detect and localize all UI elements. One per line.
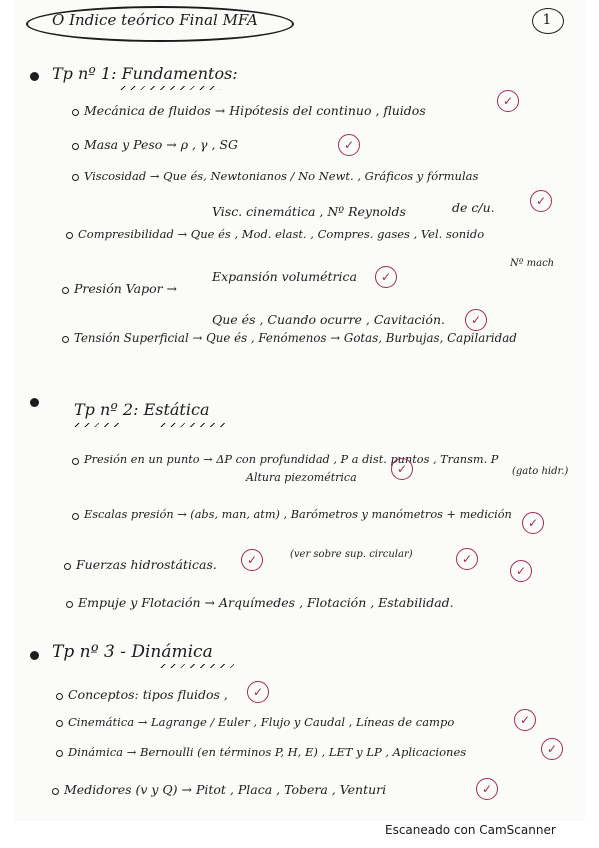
section-1-underline (120, 86, 220, 90)
check-mark-icon: ✓ (338, 134, 360, 156)
check-mark-icon: ✓ (247, 681, 269, 703)
item-viscosidad-line3: de c/u. (452, 200, 495, 215)
page-number: 1 (542, 12, 552, 28)
check-mark-icon: ✓ (522, 512, 544, 534)
item-bullet (56, 720, 63, 727)
item-fuerzas-note: (ver sobre sup. circular) (290, 549, 413, 560)
check-mark-icon: ✓ (530, 190, 552, 212)
item-mecanica: Mecánica de fluidos → Hipótesis del continuo , fluidos (84, 103, 426, 118)
section-3-header: Tp nº 3 - Dinámica (52, 642, 213, 662)
item-bullet (72, 143, 79, 150)
item-bullet (52, 788, 59, 795)
item-compresibilidad-line2: Expansión volumétrica (212, 269, 357, 284)
section-2-underline (74, 423, 124, 427)
item-compresibilidad: Compresibilidad → Que és , Mod. elast. , Compres. gases , Vel. sonido (78, 227, 485, 241)
item-bullet (62, 336, 69, 343)
check-mark-icon: ✓ (375, 266, 397, 288)
item-bullet (62, 287, 69, 294)
section-2-header: Tp nº 2: Estática (74, 400, 210, 419)
section-bullet (30, 398, 39, 407)
item-compresibilidad-line3: Nº mach (510, 258, 555, 269)
check-mark-icon: ✓ (465, 309, 487, 331)
item-viscosidad-line2: Visc. cinemática , Nº Reynolds (212, 204, 406, 219)
check-mark-icon: ✓ (510, 560, 532, 582)
section-1-header: Tp nº 1: Fundamentos: (52, 64, 238, 83)
check-mark-icon: ✓ (514, 709, 536, 731)
section-3-underline (160, 664, 234, 668)
item-bullet (72, 109, 79, 116)
page-title: O Indice teórico Final MFA (52, 11, 258, 29)
item-presion-punto: Presión en un punto → ΔP con profundidad , P a dist. puntos , Transm. P (84, 453, 499, 466)
check-mark-icon: ✓ (497, 90, 519, 112)
item-viscosidad: Viscosidad → Que és, Newtonianos / No Newt. , Gráficos y fórmulas (84, 169, 479, 183)
item-masa-peso: Masa y Peso → ρ , γ , SG (84, 137, 238, 152)
section-bullet (30, 651, 39, 660)
item-bullet (72, 174, 79, 181)
item-cinematica: Cinemática → Lagrange / Euler , Flujo y Caudal , Líneas de campo (68, 715, 455, 729)
item-fuerzas-hidrostaticas: Fuerzas hidrostáticas. (76, 557, 217, 572)
item-bullet (66, 232, 73, 239)
scanner-watermark: Escaneado con CamScanner (385, 823, 556, 837)
item-bullet (56, 750, 63, 757)
item-conceptos: Conceptos: tipos fluidos , (68, 687, 228, 702)
item-presion-punto-line3: (gato hidr.) (512, 466, 569, 477)
item-tension-superficial: Tensión Superficial → Que és , Fenómenos → Gotas, Burbujas, Capilaridad (74, 331, 517, 345)
check-mark-icon: ✓ (476, 778, 498, 800)
item-presion-vapor-line2: Que és , Cuando ocurre , Cavitación. (212, 312, 445, 327)
item-empuje-flotacion: Empuje y Flotación → Arquímedes , Flotación , Estabilidad. (78, 595, 454, 610)
item-bullet (72, 513, 79, 520)
check-mark-icon: ✓ (541, 738, 563, 760)
item-dinamica: Dinámica → Bernoulli (en términos P, H, E) , LET y LP , Aplicaciones (68, 745, 467, 759)
check-mark-icon: ✓ (241, 549, 263, 571)
item-medidores: Medidores (v y Q) → Pitot , Placa , Tobera , Venturi (64, 782, 387, 797)
item-bullet (64, 563, 71, 570)
item-presion-vapor: Presión Vapor → (74, 281, 178, 296)
check-mark-icon: ✓ (391, 458, 413, 480)
item-bullet (66, 601, 73, 608)
check-mark-icon: ✓ (456, 548, 478, 570)
item-bullet (56, 693, 63, 700)
item-bullet (72, 458, 79, 465)
item-presion-punto-line2: Altura piezométrica (246, 471, 357, 484)
section-bullet (30, 72, 39, 81)
section-2-underline-b (160, 423, 230, 427)
item-escalas-presion: Escalas presión → (abs, man, atm) , Barómetros y manómetros + medición (84, 508, 512, 521)
